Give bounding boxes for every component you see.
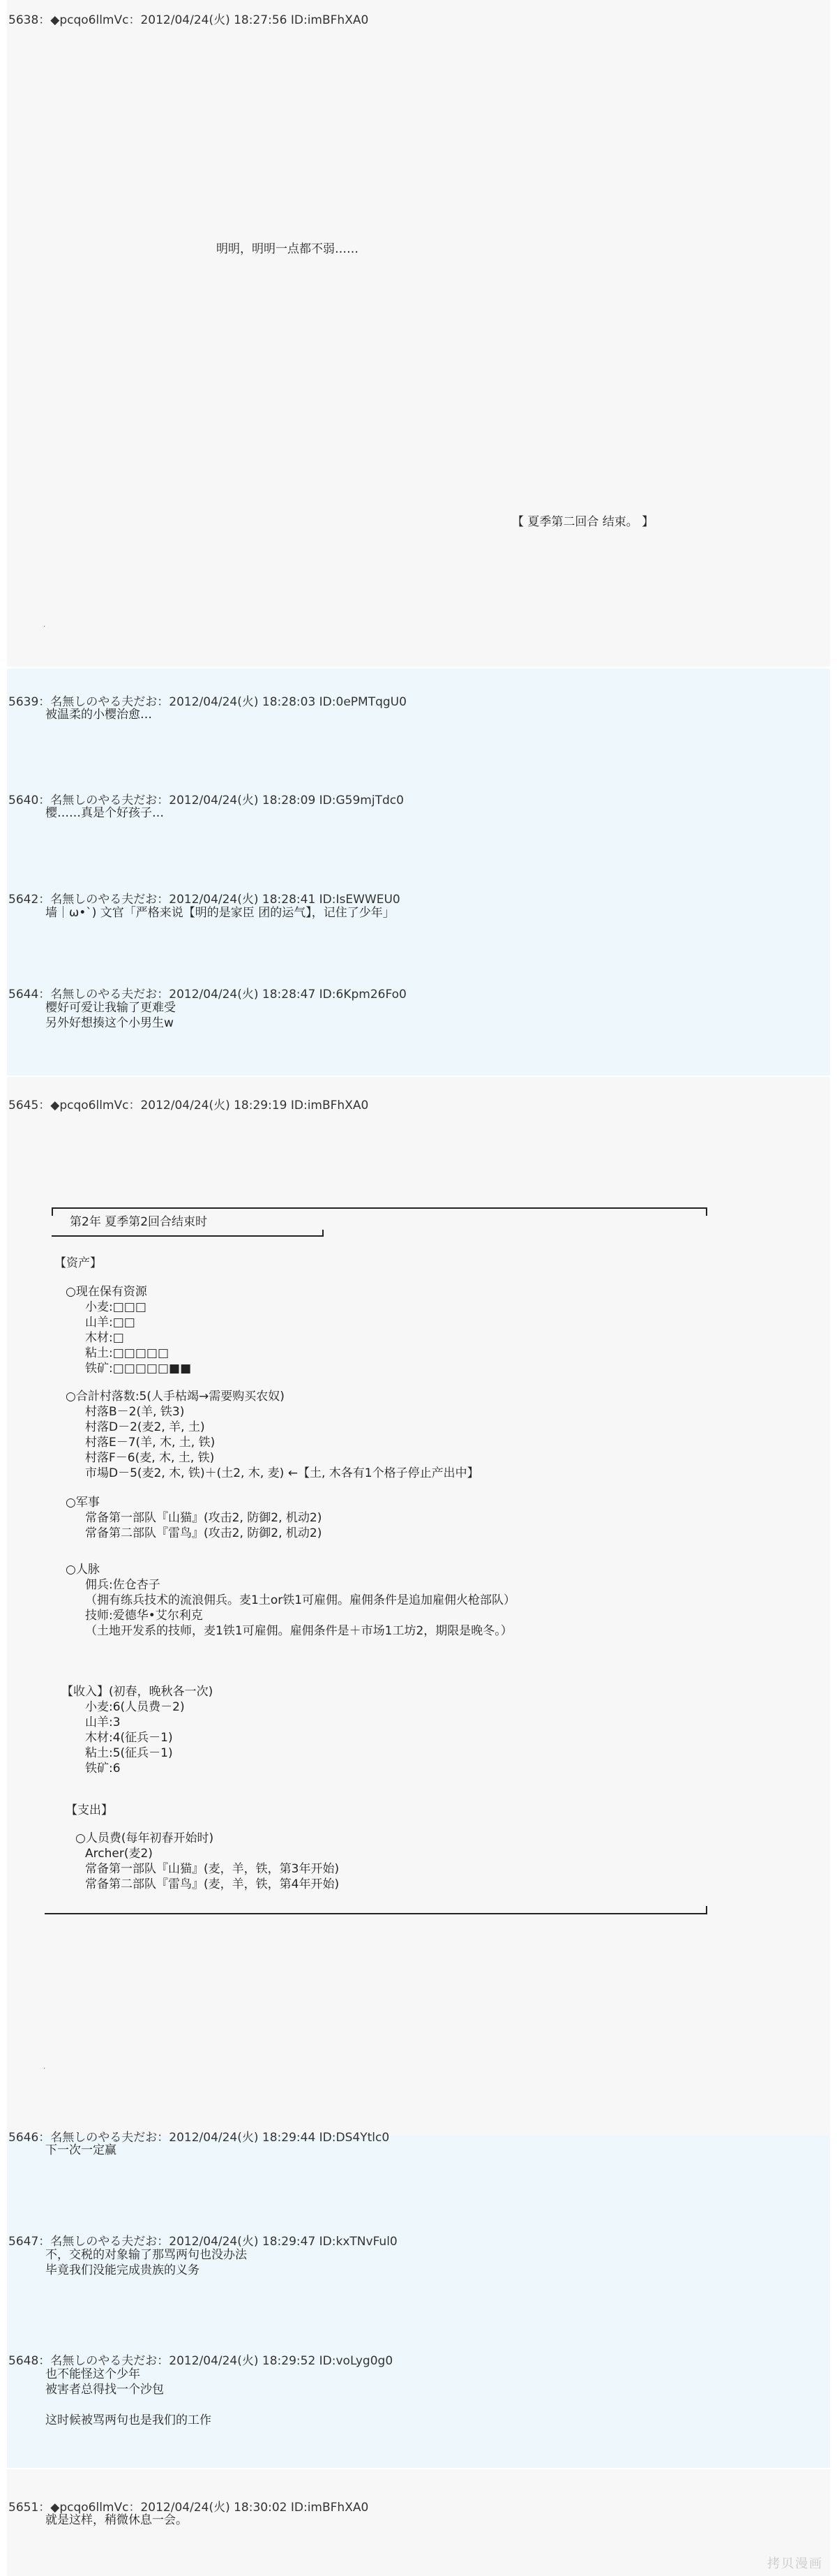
post-text: 这时候被骂两句也是我们的工作 — [45, 2413, 211, 2427]
resource-line: 山羊:□□ — [85, 1316, 135, 1330]
income-line: 木材:4(征兵－1) — [85, 1731, 173, 1745]
post-header: 5651：◆pcqo6llmVc：2012/04/24(火) 18:30:02 ID:imBFhXA0 — [8, 2501, 369, 2515]
watermark: 拷贝漫画 — [767, 2556, 823, 2571]
title-underline-tick — [322, 1230, 324, 1237]
section-heading: 【资产】 — [54, 1256, 102, 1270]
expense-line: 常备第二部队『雷鸟』(麦，羊，铁，第4年开始) — [85, 1877, 340, 1891]
village-line: 市場D－5(麦2, 木, 铁)＋(土2, 木, 麦) ←【土, 木各有1个格子停止产出中】 — [85, 1466, 479, 1480]
expense-line: Archer(麦2) — [85, 1847, 153, 1861]
box-top-rule — [52, 1207, 707, 1209]
sub-heading: ○人脉 — [66, 1563, 100, 1577]
military-line: 常备第二部队『雷鸟』(攻击2, 防御2, 机动2) — [85, 1526, 322, 1540]
post-header: 5644：名無しのやる夫だお：2012/04/24(火) 18:28:47 ID:6Kpm26Fo0 — [8, 988, 407, 1002]
resource-line: 铁矿:□□□□□■■ — [85, 1362, 192, 1376]
expense-line: 常备第一部队『山猫』(麦，羊，铁，第3年开始) — [85, 1862, 340, 1876]
post-text: 也不能怪这个少年 — [45, 2367, 140, 2381]
post-5640 — [7, 768, 830, 869]
post-header: 5645：◆pcqo6llmVc：2012/04/24(火) 18:29:19 ID:imBFhXA0 — [8, 1099, 369, 1112]
post-header: 5646：名無しのやる夫だお：2012/04/24(火) 18:29:44 ID:DS4Ytlc0 — [8, 2131, 390, 2145]
box-bottom-tick — [706, 1906, 707, 1914]
section-heading: 【支出】 — [66, 1803, 113, 1817]
sub-heading: ○人员费(每年初春开始时) — [75, 1831, 214, 1845]
divider-dot: . — [43, 2063, 46, 2071]
post-text: 【 夏季第二回合 结束。 】 — [512, 515, 654, 529]
section-heading: 【收入】(初春，晚秋各一次) — [61, 1685, 213, 1699]
title-underline — [52, 1235, 324, 1237]
post-header: 5642：名無しのやる夫だお：2012/04/24(火) 18:28:41 ID:IsEWWEU0 — [8, 893, 400, 907]
post-header: 5647：名無しのやる夫だお：2012/04/24(火) 18:29:47 ID:kxTNvFul0 — [8, 2235, 398, 2249]
post-5642 — [7, 869, 830, 969]
sub-heading: ○现在保有资源 — [66, 1285, 147, 1299]
post-text: 樱好可爱让我输了更难受 — [45, 1001, 176, 1015]
income-line: 粘土:5(征兵－1) — [85, 1746, 173, 1760]
post-5638 — [7, 0, 830, 667]
income-line: 山羊:3 — [85, 1715, 121, 1729]
resource-line: 木材:□ — [85, 1331, 124, 1345]
military-line: 常备第一部队『山猫』(攻击2, 防御2, 机动2) — [85, 1511, 322, 1525]
village-line: 村落D－2(麦2, 羊, 土) — [85, 1420, 205, 1434]
post-text: 不，交税的对象输了那骂两句也没办法 — [45, 2248, 247, 2262]
post-header: 5639：名無しのやる夫だお：2012/04/24(火) 18:28:03 ID:0ePMTqgU0 — [8, 695, 407, 709]
box-right-tick — [706, 1207, 707, 1216]
post-5648 — [7, 2334, 830, 2468]
divider-dot: . — [43, 621, 46, 629]
post-5644 — [7, 969, 830, 1075]
post-header: 5640：名無しのやる夫だお：2012/04/24(火) 18:28:09 ID:G59mjTdc0 — [8, 794, 404, 807]
contact-line: 佣兵:佐仓杏子 — [85, 1578, 160, 1592]
post-text: 毕竟我们没能完成贵族的义务 — [45, 2263, 199, 2277]
contact-line: （拥有练兵技术的流浪佣兵。麦1土or铁1可雇佣。雇佣条件是追加雇佣火枪部队） — [85, 1593, 516, 1607]
post-5651 — [7, 2469, 830, 2576]
contact-line: （土地开发系的技师，麦1铁1可雇佣。雇佣条件是＋市场1工坊2，期限是晚冬。） — [85, 1624, 513, 1638]
income-line: 铁矿:6 — [85, 1762, 121, 1775]
village-line: 村落E－7(羊, 木, 土, 铁) — [85, 1436, 216, 1450]
village-line: 村落F－6(麦, 木, 土, 铁) — [85, 1451, 215, 1465]
post-header: 5638：◆pcqo6llmVc：2012/04/24(火) 18:27:56 ID:imBFhXA0 — [8, 13, 369, 27]
contact-line: 技师:爱德华•艾尔利克 — [85, 1609, 203, 1623]
post-5645 — [7, 1077, 830, 2136]
post-text: 明明，明明一点都不弱…… — [216, 242, 359, 256]
post-text: 另外好想揍这个小男生w — [45, 1016, 174, 1030]
post-text: 被温柔的小樱治愈… — [45, 708, 152, 722]
post-5646 — [7, 2131, 830, 2233]
box-bottom-rule — [45, 1913, 707, 1914]
post-5639 — [7, 669, 830, 768]
income-line: 小麦:6(人员费－2) — [85, 1700, 185, 1714]
post-text: 下一次一定赢 — [45, 2143, 116, 2157]
village-line: 村落B－2(羊, 铁3) — [85, 1405, 185, 1419]
sub-heading: ○合計村落数:5(人手枯竭→需要购买农奴) — [66, 1390, 285, 1404]
post-text: 被害者总得找一个沙包 — [45, 2383, 164, 2397]
post-text: 墙｜ω•`) 文官「严格来说【明的是家臣 团的运气】，记住了少年」 — [45, 906, 395, 920]
post-text: 樱……真是个好孩子… — [45, 806, 164, 820]
sub-heading: ○军事 — [66, 1496, 100, 1510]
post-5647 — [7, 2233, 830, 2334]
box-left-tick — [52, 1207, 53, 1216]
resource-line: 粘土:□□□□□ — [85, 1346, 169, 1360]
resource-line: 小麦:□□□ — [85, 1300, 146, 1314]
box-title: 第2年 夏季第2回合结束时 — [70, 1215, 208, 1229]
post-text: 就是这样，稍微休息一会。 — [45, 2513, 188, 2527]
post-header: 5648：名無しのやる夫だお：2012/04/24(火) 18:29:52 ID:voLyg0g0 — [8, 2354, 393, 2368]
